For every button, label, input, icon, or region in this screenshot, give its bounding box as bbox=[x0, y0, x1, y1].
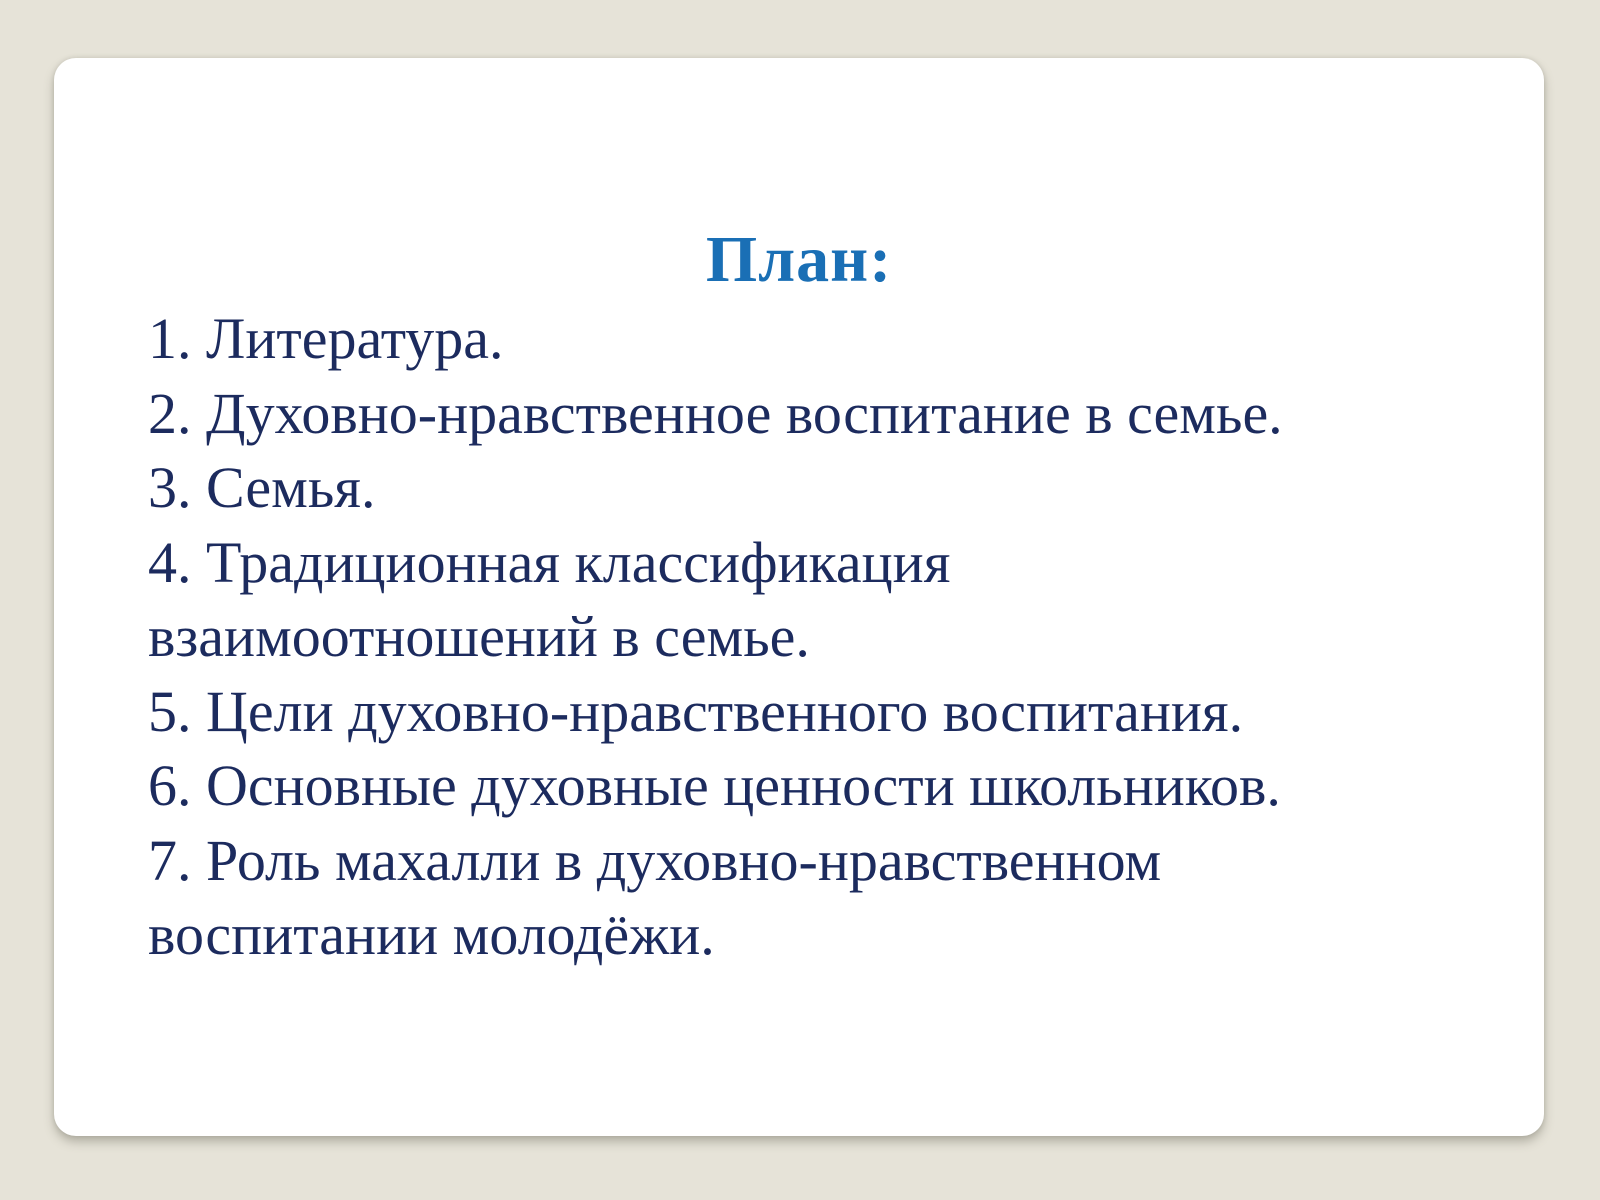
slide-title: План: bbox=[705, 223, 893, 296]
plan-list bbox=[148, 302, 1488, 973]
plan-item: 2. Духовно-нравственное воспитание в семье. bbox=[148, 380, 1283, 446]
plan-item: 7. Роль махалли в духовно-нравственном воспитании молодёжи. bbox=[148, 827, 1162, 967]
plan-item: 4. Традиционная классификация взаимоотношений в семье. bbox=[148, 529, 951, 669]
plan-item: 1. Литература. bbox=[148, 306, 504, 371]
plan-item: 5. Цели духовно-нравственного воспитания. bbox=[148, 678, 1244, 744]
slide-card bbox=[54, 58, 1544, 1136]
plan-item: 3. Семья. bbox=[148, 455, 376, 520]
plan-item: 6. Основные духовные ценности школьников. bbox=[148, 753, 1281, 818]
